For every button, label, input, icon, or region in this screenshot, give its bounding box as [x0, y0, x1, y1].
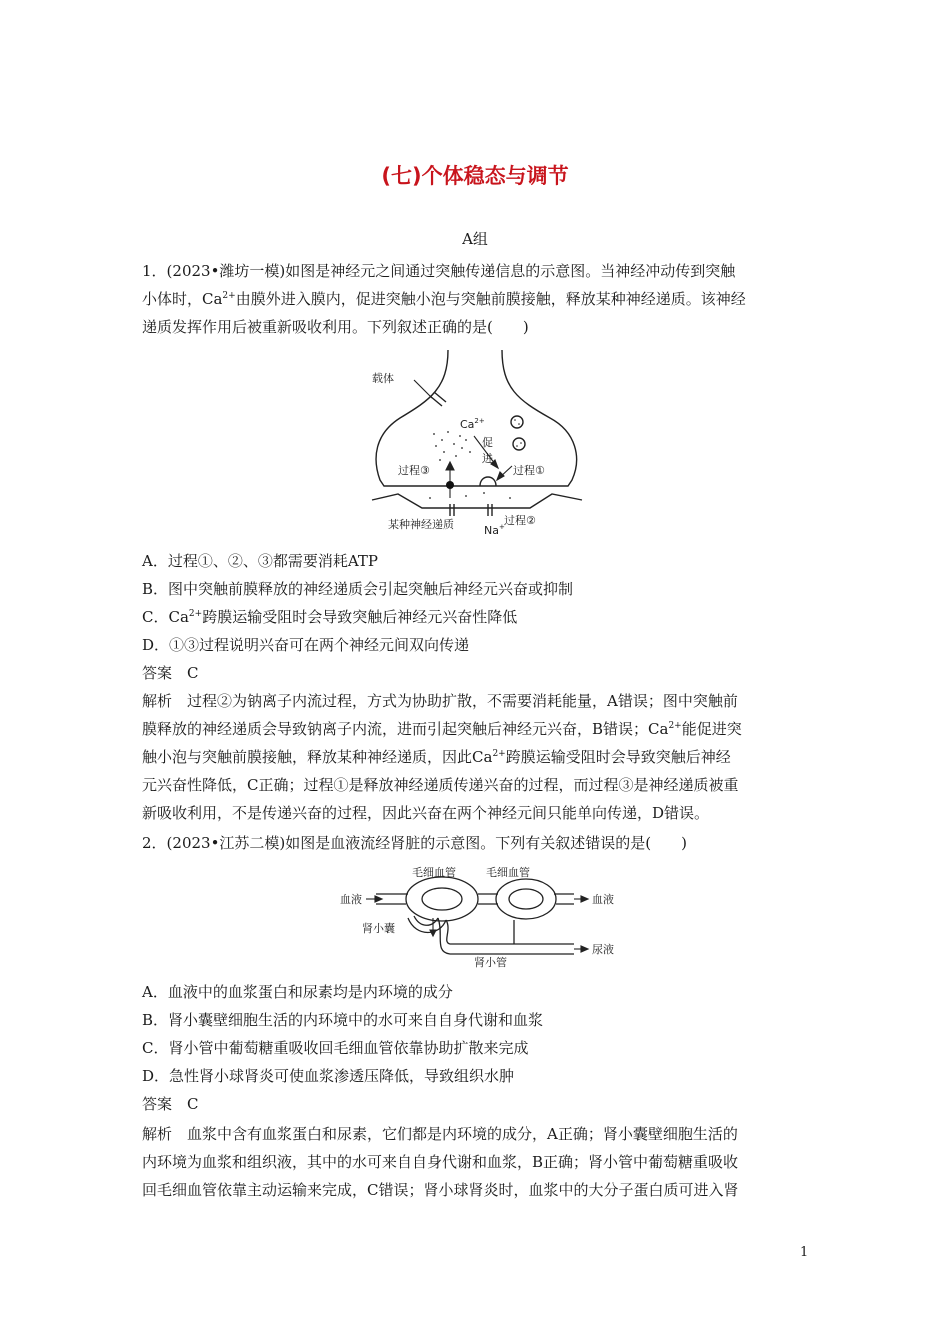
peritubular-capillary [496, 879, 556, 919]
q1-answer: 答案 C [142, 664, 199, 682]
q1-option: A．过程①、②、③都需要消耗ATP [142, 552, 378, 570]
q1-option: B．图中突触前膜释放的神经递质会引起突触后神经元兴奋或抑制 [142, 580, 574, 598]
process3-arrowhead [446, 462, 454, 470]
label-blood-in: 血液 [340, 893, 362, 906]
process1-arrowhead [497, 472, 504, 480]
q2-stem: 2．(2023•江苏二模)如图是血液流经肾脏的示意图。下列有关叙述错误的是( ) [142, 834, 687, 852]
label-promote: 进 [482, 452, 493, 465]
label-tubule: 肾小管 [474, 956, 507, 968]
page-number: 1 [800, 1245, 809, 1260]
synapse-diagram [370, 348, 585, 538]
transporter [446, 481, 454, 489]
arrow-in [375, 896, 382, 902]
q2-option: A．血液中的血浆蛋白和尿素均是内环境的成分 [142, 983, 453, 1001]
q2-analysis-line: 回毛细血管依靠主动运输来完成，C错误；肾小球肾炎时，血浆中的大分子蛋白质可进入肾 [142, 1181, 739, 1199]
q1-analysis-line: 膜释放的神经递质会导致钠离子内流，进而引起突触后神经元兴奋，B错误；$Ca^{2+}$能促进突 [142, 720, 742, 738]
label-blood-out: 血液 [592, 893, 614, 906]
label-process3: 过程③ [398, 464, 430, 477]
postsynaptic-membrane [372, 494, 582, 508]
q1-stem-line: 小体时，$Ca^{2+}$由膜外进入膜内，促进突触小泡与突触前膜接触，释放某种神经递质。该神经 [142, 290, 746, 308]
label-capsule: 肾小囊 [362, 922, 395, 935]
group-label: A组 [462, 230, 488, 248]
label-carrier: 载体 [372, 372, 394, 385]
na-channel [450, 504, 492, 516]
glomerulus-inner [422, 888, 462, 910]
glomerulus-capillary [406, 877, 478, 921]
arrow-capsule [430, 930, 436, 936]
vesicle [511, 416, 523, 428]
q2-analysis-line: 解析 血浆中含有血浆蛋白和尿素，它们都是内环境的成分，A正确；肾小囊壁细胞生活的 [142, 1125, 738, 1143]
peritubular-inner [509, 889, 543, 909]
q1-analysis-line: 触小泡与突触前膜接触，释放某种神经递质，因此$Ca^{2+}$跨膜运输受阻时会导致突触后神经 [142, 748, 731, 766]
q1-stem-line: 1．(2023•潍坊一模)如图是神经元之间通过突触传递信息的示意图。当神经冲动传到突触 [142, 262, 736, 280]
label-ca: $Ca^{2+}$ [460, 417, 485, 431]
label-capillary-1: 毛细血管 [412, 866, 456, 879]
q1-option: C．$Ca^{2+}$跨膜运输受阻时会导致突触后神经元兴奋性降低 [142, 608, 518, 626]
q1-stem-line: 递质发挥作用后被重新吸收利用。下列叙述正确的是( ) [142, 318, 529, 336]
vesicle-fusing [480, 477, 496, 486]
q1-option: D．①③过程说明兴奋可在两个神经元间双向传递 [142, 636, 470, 654]
carrier-arrow [414, 380, 432, 398]
arrow-urine [581, 946, 588, 952]
q2-option: D．急性肾小球肾炎可使血浆渗透压降低，导致组织水肿 [142, 1067, 515, 1085]
transmitter-dots [429, 419, 522, 499]
label-process2: 过程② [504, 514, 536, 527]
q1-analysis-line: 元兴奋性降低，C正确；过程①是释放神经递质传递兴奋的过程，而过程③是神经递质被重 [142, 776, 739, 794]
renal-tubule [438, 918, 574, 954]
page-title: (七)个体稳态与调节 [381, 164, 569, 188]
label-promote: 促 [482, 436, 493, 449]
label-process1: 过程① [513, 464, 545, 477]
q1-analysis-line: 解析 过程②为钠离子内流过程，方式为协助扩散，不需要消耗能量，A错误；图中突触前 [142, 692, 738, 710]
q2-analysis-line: 内环境为血浆和组织液，其中的水可来自自身代谢和血浆，B正确；肾小管中葡萄糖重吸收 [142, 1153, 739, 1171]
vesicle [513, 438, 525, 450]
label-capillary-2: 毛细血管 [486, 866, 530, 879]
arrow-out [581, 896, 588, 902]
q1-analysis-line: 新吸收利用，不是传递兴奋的过程，因此兴奋在两个神经元间只能单向传递，D错误。 [142, 804, 710, 822]
q2-option: B．肾小囊壁细胞生活的内环境中的水可来自自身代谢和血浆 [142, 1011, 544, 1029]
label-na: Na+ [484, 523, 505, 537]
label-transmitter: 某种神经递质 [388, 518, 454, 531]
kidney-diagram [338, 860, 628, 968]
q2-option: C．肾小管中葡萄糖重吸收回毛细血管依靠协助扩散来完成 [142, 1039, 529, 1057]
label-urine: 尿液 [592, 943, 614, 956]
q2-answer: 答案 C [142, 1095, 199, 1113]
